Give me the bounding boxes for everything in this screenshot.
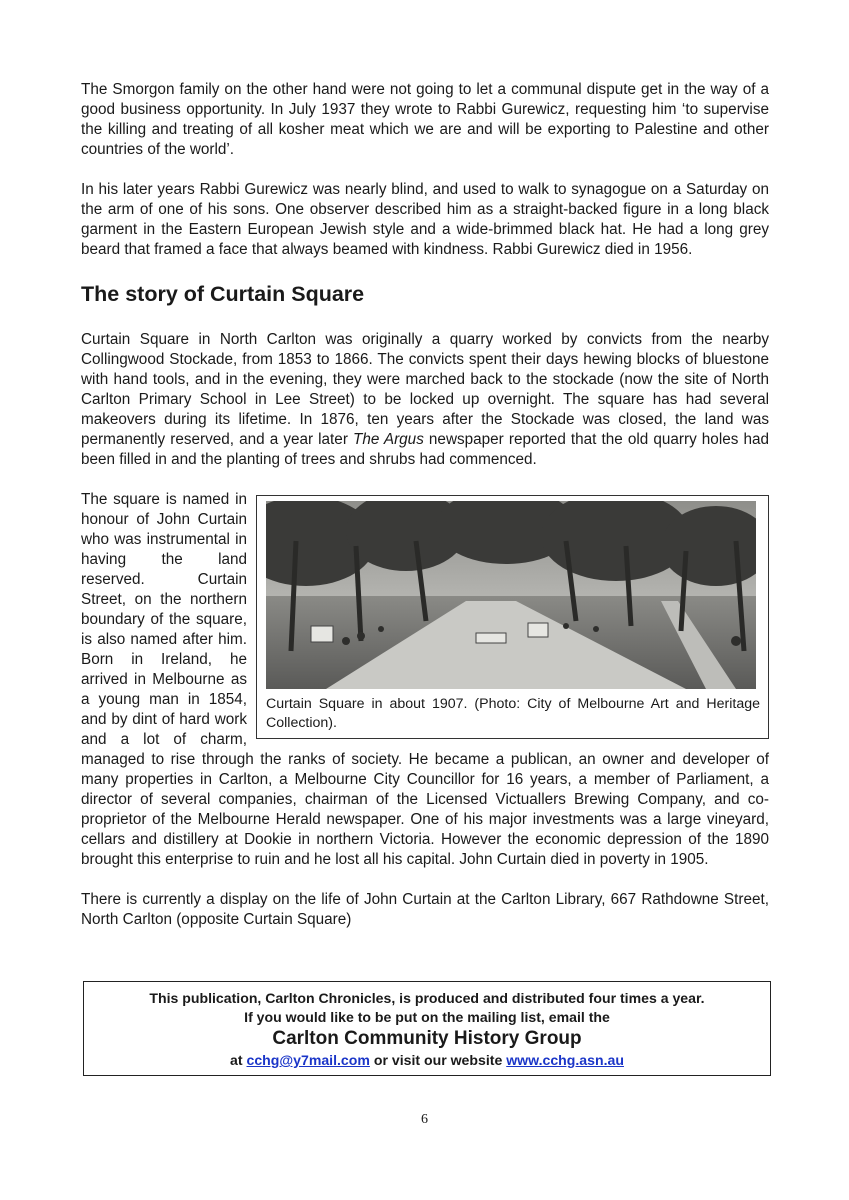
paragraph-library-display: There is currently a display on the life of John Curtain at the Carlton Library, 667 Rathdowne Street, North Carlton (opposite Curtain Square) <box>81 891 769 928</box>
page-content <box>81 80 769 930</box>
mailing-list-notice: If you would like to be put on the mailing list, email the <box>244 1009 610 1025</box>
email-link[interactable]: cchg@y7mail.com <box>246 1052 370 1068</box>
mailing-list-box <box>83 981 771 1076</box>
at-label: at <box>230 1052 243 1068</box>
contact-line <box>84 1051 770 1070</box>
paragraph-curtain-square-history <box>81 330 769 470</box>
history-text-end: newspaper reported that the old quarry holes had been filled in and the planting of trees and shrubs had commenced. <box>81 431 769 468</box>
newspaper-name: The Argus <box>353 431 424 448</box>
photo-caption: Curtain Square in about 1907. (Photo: City of Melbourne Art and Heritage Collection). <box>266 696 760 731</box>
website-link[interactable]: www.cchg.asn.au <box>506 1052 624 1068</box>
organisation-name: Carlton Community History Group <box>272 1028 582 1049</box>
photo-figure <box>256 495 769 739</box>
publication-notice: This publication, Carlton Chronicles, is produced and distributed four times a year. <box>149 990 705 1006</box>
page-number: 6 <box>421 1112 428 1127</box>
website-label: or visit our website <box>373 1052 503 1068</box>
john-curtain-section <box>81 490 769 870</box>
photo-illustration <box>266 501 756 689</box>
paragraph-smorgon: The Smorgon family on the other hand were not going to let a communal dispute get in the way of a good business opportunity. In July 1937 they wrote to Rabbi Gurewicz, requesting him ‘to supervise the killing and treating of all kosher meat which we are and will be exporting to Palestine and other countries of the world’. <box>81 81 769 158</box>
paragraph-rabbi-gurewicz: In his later years Rabbi Gurewicz was nearly blind, and used to walk to synagogue on a Saturday on the arm of one of his sons. One observer described him as a straight-backed figure in a long black garment in the Eastern European Jewish style and a wide-brimmed black hat. He had a long grey beard that framed a face that always beamed with kindness. Rabbi Gurewicz died in 1956. <box>81 181 769 258</box>
history-text-start: Curtain Square in North Carlton was originally a quarry worked by convicts from the nearby Collingwood Stockade, from 1853 to 1866. The convicts spent their days hewing blocks of bluestone with hand tools, and in the evening, they were marched back to the stockade (now the site of North Carlton Primary School in Lee Street) to be locked up overnight. The square has had several makeovers during its lifetime. In 1876, ten years after the Stockade was closed, the land was permanently reserved, and a year later <box>81 331 769 448</box>
curtain-square-photo <box>266 501 756 689</box>
section-title: The story of Curtain Square <box>81 282 365 306</box>
paragraph-john-curtain: The square is named in honour of John Curtain who was instrumental in having the land reserved. Curtain Street, on the northern boundary of the square, is also named after him. Born in Ireland, he arrived in Melbourne as a young man in 1854, and by dint of hard work and a lot of charm, managed to rise through the ranks of society. He became a publican, an owner and developer of many properties in Carlton, a Melbourne City Councillor for 16 years, a member of Parliament, a director of several companies, chairman of the Licensed Victuallers Brewing Company, and co-proprietor of the Melbourne Herald newspaper. One of his major investments was a large vineyard, cellars and distillery at Dookie in northern Victoria. However the economic depression of the 1890 brought this enterprise to ruin and he lost all his capital. John Curtain died in poverty in 1905. <box>81 491 769 868</box>
